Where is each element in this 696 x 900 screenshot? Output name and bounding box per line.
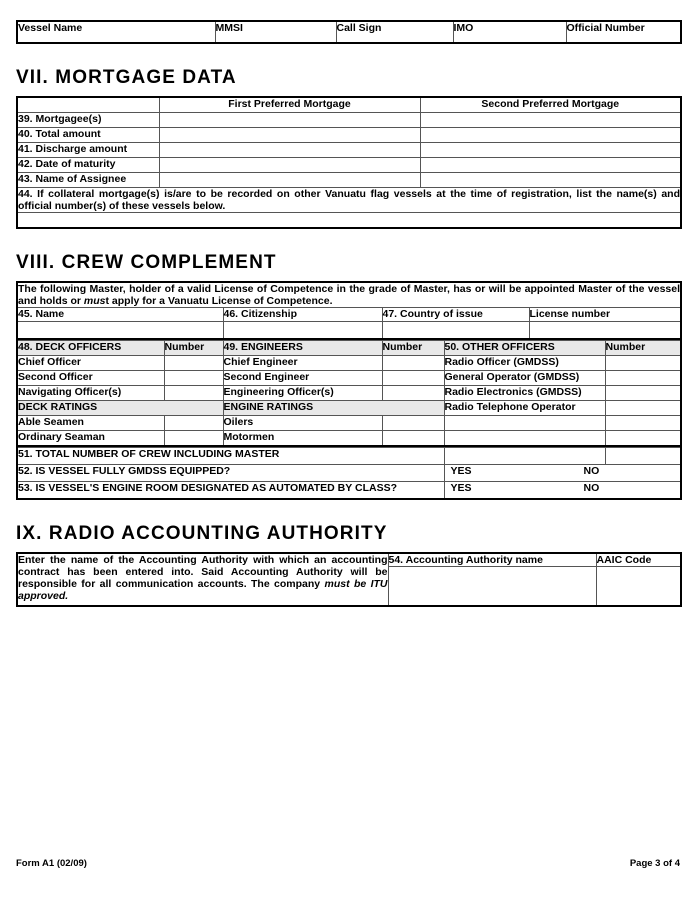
header-master-citizenship: 46. Citizenship <box>223 308 382 322</box>
vessel-name-cell[interactable] <box>17 21 215 43</box>
header-engineers: 49. ENGINEERS <box>223 341 382 356</box>
table-row <box>17 158 681 173</box>
table-row <box>17 465 681 482</box>
header-master-country-of-issue: 47. Country of issue <box>382 308 529 322</box>
field-master-name[interactable] <box>17 322 223 340</box>
spacer-after-vessel-bar <box>16 44 680 68</box>
spacer-mortgage-heading <box>16 87 680 96</box>
header-aaic-code: AAIC Code <box>596 553 681 567</box>
field-other-officers-extra-1-label[interactable] <box>444 416 605 431</box>
label-radio-electronics-gmdss: Radio Electronics (GMDSS) <box>444 386 605 401</box>
mmsi-cell[interactable] <box>215 21 336 43</box>
form-page <box>16 0 680 900</box>
field-aaic-code[interactable] <box>596 567 681 607</box>
engine-room-automated-yes-option[interactable]: YES <box>450 482 472 495</box>
section-heading-radio-authority: IX. RADIO ACCOUNTING AUTHORITY <box>16 523 388 545</box>
table-row <box>17 282 681 308</box>
table-header-row <box>17 308 681 322</box>
label-engine-room-automated: 53. IS VESSEL'S ENGINE ROOM DESIGNATED AS AUTOMATED BY CLASS? <box>17 482 444 500</box>
row-label-mortgagees: 39. Mortgagee(s) <box>17 113 159 128</box>
field-accounting-authority-name[interactable] <box>388 567 596 607</box>
field-date-of-maturity-second[interactable] <box>420 158 681 173</box>
header-accounting-authority-name: 54. Accounting Authority name <box>388 553 596 567</box>
table-row <box>17 128 681 143</box>
vessel-name-label: Vessel Name <box>18 22 83 34</box>
field-name-of-assignee-first[interactable] <box>159 173 420 188</box>
field-chief-engineer-number[interactable] <box>382 356 444 371</box>
footer-form-id: Form A1 (02/09) <box>16 858 87 869</box>
header-deck-ratings: DECK RATINGS <box>17 401 223 416</box>
table-row <box>17 143 681 158</box>
call-sign-cell[interactable] <box>336 21 453 43</box>
field-mortgagees-second[interactable] <box>420 113 681 128</box>
field-chief-officer-number[interactable] <box>164 356 223 371</box>
field-total-amount-first[interactable] <box>159 128 420 143</box>
header-deck-officers: 48. DECK OFFICERS <box>17 341 164 356</box>
spacer-radio-heading <box>16 543 680 552</box>
table-row <box>17 21 681 43</box>
gmdss-equipped-no-option[interactable]: NO <box>583 465 600 478</box>
first-mortgage-header: First Preferred Mortgage <box>159 97 420 113</box>
table-row <box>17 386 681 401</box>
imo-label: IMO <box>453 22 474 34</box>
collateral-mortgage-note: 44. If collateral mortgage(s) is/are to be recorded on other Vanuatu flag vessels at the time of registration, list the name(s) and official number(s) of these vessels below. <box>18 188 680 213</box>
field-discharge-amount-first[interactable] <box>159 143 420 158</box>
row-label-total-amount: 40. Total amount <box>17 128 159 143</box>
mortgage-corner-cell <box>17 97 159 113</box>
table-row <box>17 188 681 213</box>
table-row <box>17 431 681 447</box>
field-total-crew-value[interactable] <box>444 448 605 465</box>
field-radio-electronics-gmdss-number[interactable] <box>605 386 681 401</box>
table-row <box>17 113 681 128</box>
header-master-name: 45. Name <box>17 308 223 322</box>
header-engineers-number: Number <box>382 341 444 356</box>
label-chief-officer: Chief Officer <box>17 356 164 371</box>
label-radio-telephone-operator: Radio Telephone Operator <box>444 401 605 416</box>
radio-authority-instructions <box>17 553 388 606</box>
field-total-crew-extra[interactable] <box>605 448 681 465</box>
master-statement-emphasis: mus <box>83 295 106 308</box>
field-name-of-assignee-second[interactable] <box>420 173 681 188</box>
label-second-officer: Second Officer <box>17 371 164 386</box>
field-radio-telephone-operator-number[interactable] <box>605 401 681 416</box>
field-general-operator-gmdss-number[interactable] <box>605 371 681 386</box>
label-navigating-officers: Navigating Officer(s) <box>17 386 164 401</box>
table-row <box>17 322 681 340</box>
field-other-officers-extra-1-number[interactable] <box>605 416 681 431</box>
label-total-crew: 51. TOTAL NUMBER OF CREW INCLUDING MASTER <box>17 448 444 465</box>
table-row <box>17 213 681 229</box>
vessel-identification-table <box>16 20 682 44</box>
section-heading-mortgage: VII. MORTGAGE DATA <box>16 67 237 88</box>
field-able-seamen-number[interactable] <box>164 416 223 431</box>
row-label-name-of-assignee: 43. Name of Assignee <box>17 173 159 188</box>
field-engineering-officers-number[interactable] <box>382 386 444 401</box>
table-row <box>17 401 681 416</box>
mortgage-data-table <box>16 96 682 229</box>
header-engine-ratings: ENGINE RATINGS <box>223 401 444 416</box>
field-second-officer-number[interactable] <box>164 371 223 386</box>
field-collateral-vessels-list[interactable] <box>17 213 681 229</box>
table-row <box>17 356 681 371</box>
field-master-citizenship[interactable] <box>223 322 382 340</box>
table-row <box>17 173 681 188</box>
field-total-amount-second[interactable] <box>420 128 681 143</box>
table-row <box>17 448 681 465</box>
label-chief-engineer: Chief Engineer <box>223 356 382 371</box>
imo-cell[interactable] <box>453 21 566 43</box>
label-second-engineer: Second Engineer <box>223 371 382 386</box>
official-number-label: Official Number <box>566 22 645 34</box>
field-master-country-of-issue[interactable] <box>382 322 529 340</box>
table-header-row <box>17 97 681 113</box>
field-oilers-number[interactable] <box>382 416 444 431</box>
field-mortgagees-first[interactable] <box>159 113 420 128</box>
mmsi-label: MMSI <box>215 22 243 34</box>
header-deck-officers-number: Number <box>164 341 223 356</box>
field-second-engineer-number[interactable] <box>382 371 444 386</box>
gmdss-equipped-yes-option[interactable]: YES <box>450 465 472 478</box>
field-other-officers-extra-2-number[interactable] <box>605 431 681 447</box>
label-able-seamen: Able Seamen <box>17 416 164 431</box>
field-radio-officer-gmdss-number[interactable] <box>605 356 681 371</box>
official-number-cell[interactable] <box>566 21 681 43</box>
table-row <box>17 371 681 386</box>
row-label-date-of-maturity: 42. Date of maturity <box>17 158 159 173</box>
radio-authority-instructions-emphasis: must be ITU approved. <box>18 578 388 603</box>
table-header-row <box>17 341 681 356</box>
engine-room-automated-no-option[interactable]: NO <box>583 482 600 495</box>
table-row <box>17 416 681 431</box>
field-discharge-amount-second[interactable] <box>420 143 681 158</box>
section-heading-crew: VIII. CREW COMPLEMENT <box>16 252 277 274</box>
top-spacer <box>16 0 680 20</box>
page-footer <box>16 858 680 869</box>
radio-accounting-authority-table <box>16 552 682 607</box>
header-other-officers: 50. OTHER OFFICERS <box>444 341 605 356</box>
crew-officers-table <box>16 340 682 447</box>
label-radio-officer-gmdss: Radio Officer (GMDSS) <box>444 356 605 371</box>
call-sign-label: Call Sign <box>336 22 382 34</box>
engine-room-automated-answer-cell <box>444 482 681 500</box>
field-date-of-maturity-first[interactable] <box>159 158 420 173</box>
header-other-officers-number: Number <box>605 341 681 356</box>
crew-totals-table <box>16 447 682 500</box>
gmdss-equipped-answer-cell <box>444 465 681 482</box>
master-statement-part1: The following Master, holder of a valid License of Competence in the grade of Master, has or will be appointed Master of the vessel and holds or <box>18 283 681 308</box>
crew-master-table <box>16 281 682 340</box>
label-gmdss-equipped: 52. IS VESSEL FULLY GMDSS EQUIPPED? <box>17 465 444 482</box>
field-other-officers-extra-2-label[interactable] <box>444 431 605 447</box>
label-ordinary-seaman: Ordinary Seaman <box>17 431 164 447</box>
field-ordinary-seaman-number[interactable] <box>164 431 223 447</box>
label-motormen: Motormen <box>223 431 382 447</box>
radio-authority-instructions-text: Enter the name of the Accounting Authority with which an accounting contract has been entered into. Said Accounting Authority will be responsible for all communication accounts. The company <box>18 554 388 591</box>
label-oilers: Oilers <box>223 416 382 431</box>
label-engineering-officers: Engineering Officer(s) <box>223 386 382 401</box>
spacer-after-mortgage <box>16 229 680 253</box>
field-motormen-number[interactable] <box>382 431 444 447</box>
header-master-license-number: License number <box>529 308 681 322</box>
master-statement <box>17 282 681 308</box>
row-label-discharge-amount: 41. Discharge amount <box>17 143 159 158</box>
label-general-operator-gmdss: General Operator (GMDSS) <box>444 371 605 386</box>
field-master-license-number[interactable] <box>529 322 681 340</box>
table-row <box>17 553 681 567</box>
second-mortgage-header: Second Preferred Mortgage <box>420 97 681 113</box>
spacer-crew-heading <box>16 272 680 281</box>
spacer-after-crew <box>16 500 680 524</box>
footer-page-number: Page 3 of 4 <box>629 858 680 869</box>
master-statement-part2: t apply for a Vanuatu License of Competence. <box>105 295 333 308</box>
table-row <box>17 482 681 500</box>
field-navigating-officers-number[interactable] <box>164 386 223 401</box>
